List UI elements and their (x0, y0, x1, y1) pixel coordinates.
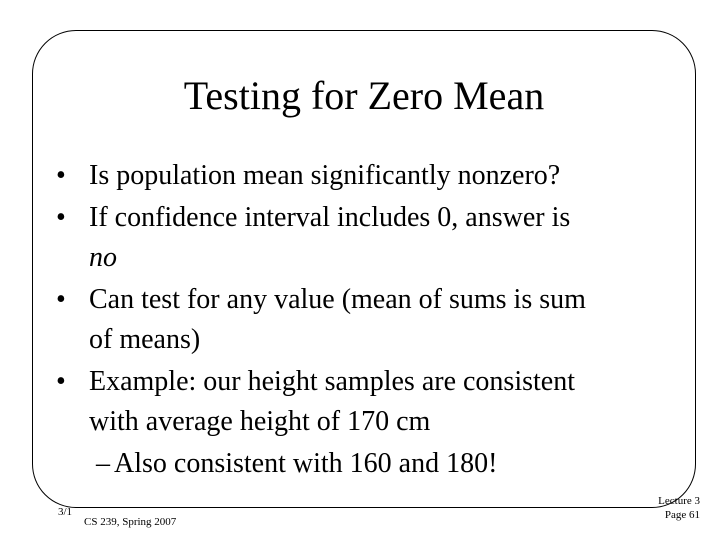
bullet-item (56, 280, 676, 360)
bullet-text-continued: no (89, 242, 117, 273)
bullet-text-continued: of means) (89, 324, 201, 355)
bullet-item (56, 198, 676, 278)
bullet-text: Can test for any value (mean of sums is sum (89, 284, 586, 315)
bullet-marker: • (56, 202, 66, 233)
bullet-text: Is population mean significantly nonzero? (89, 160, 561, 191)
sub-bullet-text: Also consistent with 160 and 180! (114, 448, 498, 479)
bullet-item (56, 156, 676, 196)
bullet-marker: • (56, 284, 66, 315)
footer-page: Page 61 (664, 509, 700, 521)
bullet-text-continued: with average height of 170 cm (89, 406, 431, 437)
footer-date: 3/1 (58, 506, 73, 518)
bullet-text: If confidence interval includes 0, answer is (89, 202, 571, 233)
footer-lecture: Lecture 3 (658, 495, 700, 507)
bullet-text: Example: our height samples are consistent (89, 366, 575, 397)
slide-title: Testing for Zero Mean (183, 73, 545, 118)
sub-bullet-item (56, 444, 676, 484)
bullet-marker: • (56, 160, 66, 191)
bullet-item (56, 362, 676, 442)
sub-bullet-marker: – (96, 448, 110, 479)
bullet-marker: • (56, 366, 66, 397)
bullet-list (56, 156, 676, 486)
footer-course: CS 239, Spring 2007 (84, 516, 177, 528)
footer-right (658, 494, 700, 522)
